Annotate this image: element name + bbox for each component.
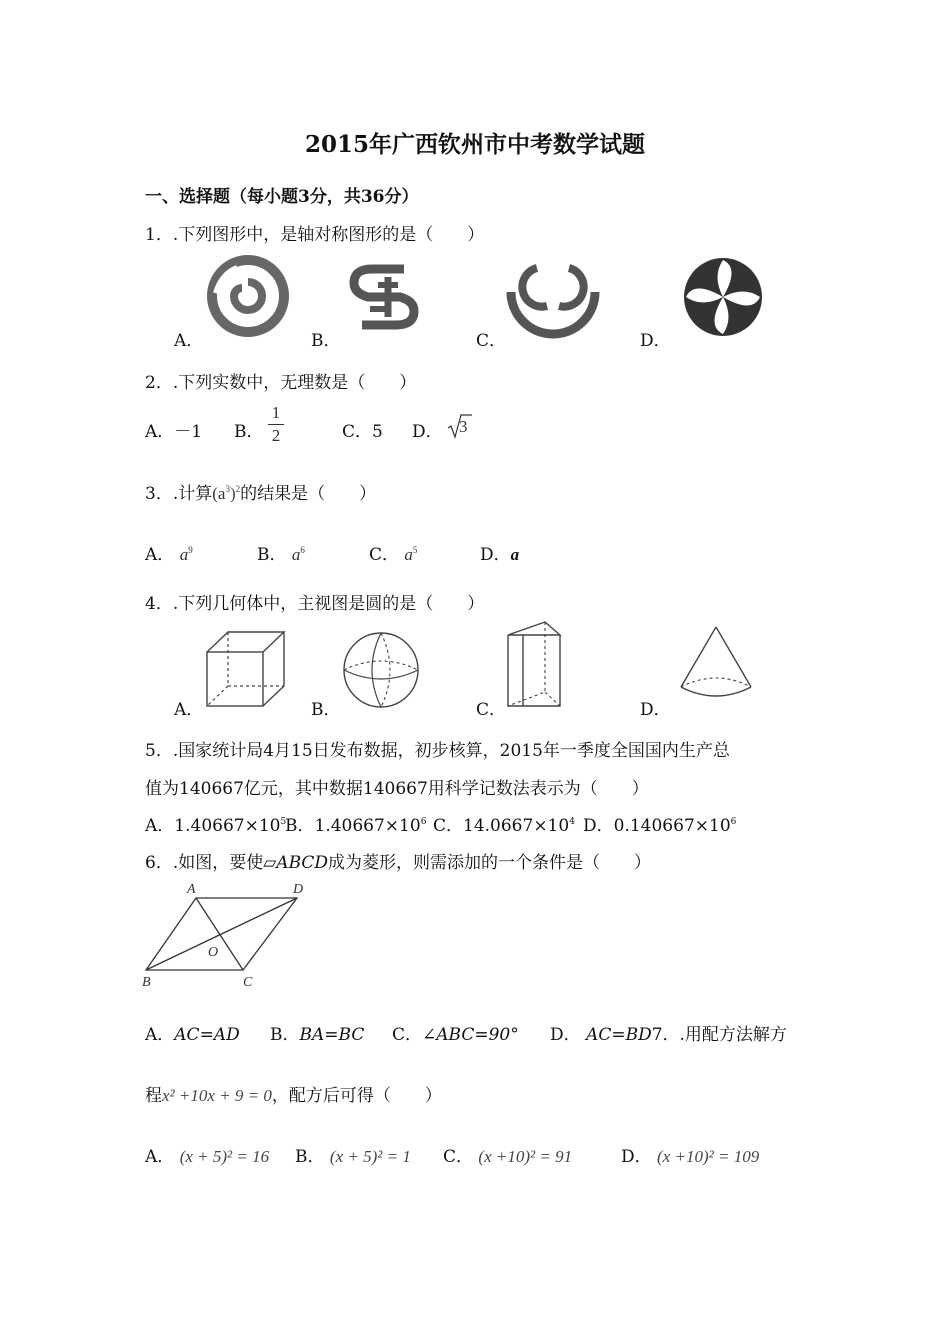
q6-option-d[interactable]: D． AC=BD7．.用配方法解方: [550, 1025, 787, 1045]
q3-option-b[interactable]: B． $a^6$: [257, 545, 305, 565]
q2-option-a[interactable]: A．－1: [145, 422, 203, 442]
triangular-prism-icon: [505, 620, 563, 708]
q3-option-a[interactable]: A． $a^9$: [145, 545, 193, 565]
q3-stem-prefix: 3．.计算: [145, 484, 213, 504]
q7-option-b[interactable]: B． (x + 5)² = 1: [295, 1147, 411, 1167]
q2-fraction: [268, 404, 284, 445]
question-7-line-2: 程x² +10x + 9 = 0，配方后可得（ ）: [145, 1086, 442, 1106]
q7-equation: x² +10x + 9 = 0: [162, 1086, 272, 1105]
spiral-logo-icon: [207, 255, 289, 337]
q7-option-c[interactable]: C． (x +10)² = 91: [443, 1147, 573, 1167]
q4-option-c[interactable]: C．: [476, 700, 507, 720]
q6-option-b[interactable]: B．BA=BC: [270, 1025, 365, 1045]
s-shape-logo-icon: [344, 255, 424, 337]
q5-option-a[interactable]: A．$1.40667\times 10^5$: [145, 816, 287, 836]
q6-option-c[interactable]: C．∠ABC=90°: [392, 1025, 519, 1045]
question-5-line-2: 值为140667亿元，其中数据140667用科学记数法表示为（ ）: [145, 779, 649, 799]
q5-option-b[interactable]: B．$1.40667\times 10^6$: [285, 816, 427, 836]
question-3-stem: [145, 479, 376, 504]
q3-expression: $(a^3)^2$: [212, 484, 241, 503]
center-label-o: O: [208, 945, 219, 960]
q4-option-d[interactable]: D．: [640, 700, 671, 720]
vertex-label-b: B: [142, 975, 151, 990]
arc-cup-logo-icon: [507, 258, 599, 338]
question-2-stem: 2．.下列实数中，无理数是（ ）: [145, 373, 417, 393]
q7-option-d[interactable]: D． (x +10)² = 109: [621, 1147, 760, 1167]
q3-option-d[interactable]: D．a: [480, 545, 520, 565]
q2-radicand: 3: [459, 417, 468, 436]
q5-option-d[interactable]: D．$0.140667\times 10^6$: [583, 816, 737, 836]
q2-option-d[interactable]: D．: [412, 422, 443, 442]
q2-option-b[interactable]: B．: [234, 422, 264, 442]
q6-option-a[interactable]: A．AC=AD: [145, 1025, 240, 1045]
q4-option-a[interactable]: A．: [174, 700, 204, 720]
sphere-icon: [341, 630, 421, 710]
question-6-stem: 6．.如图，要使▱ABCD成为菱形，则需添加的一个条件是（ ）: [145, 853, 652, 873]
q3-stem-suffix: 的结果是（ ）: [240, 484, 377, 504]
vertex-label-a: A: [187, 882, 196, 897]
q4-option-b[interactable]: B．: [311, 700, 341, 720]
cube-icon: [204, 630, 286, 708]
parallelogram-abcd: ▱ABCD: [263, 853, 329, 873]
cone-icon: [678, 625, 754, 697]
question-5-line-1: 5．.国家统计局4月15日发布数据，初步核算，2015年一季度全国国内生产总: [145, 741, 730, 761]
page-title: 2015年广西钦州市中考数学试题: [304, 131, 645, 158]
q3-option-c[interactable]: C． $a^5$: [369, 545, 418, 565]
q1-option-b[interactable]: B．: [311, 331, 341, 351]
q1-option-a[interactable]: A．: [174, 331, 204, 351]
question-1-stem: 1．.下列图形中，是轴对称图形的是（ ）: [145, 225, 485, 245]
question-4-stem: 4．.下列几何体中，主视图是圆的是（ ）: [145, 594, 485, 614]
q7-option-a[interactable]: A． (x + 5)² = 16: [145, 1147, 270, 1167]
q2-option-c[interactable]: C．5: [342, 422, 383, 442]
vertex-label-d: D: [293, 882, 304, 897]
q2-fraction-denominator: 2: [271, 426, 281, 445]
vertex-label-c: C: [243, 975, 253, 990]
section-heading: 一、选择题（每小题3分，共36分）: [145, 187, 419, 207]
q2-fraction-numerator: 1: [271, 403, 281, 422]
q1-option-d[interactable]: D．: [640, 331, 671, 351]
question-7-start: 7．.用配方法解方: [651, 1025, 787, 1045]
parallelogram-figure: [140, 878, 315, 990]
q1-option-c[interactable]: C．: [476, 331, 507, 351]
pinwheel-circle-icon: [682, 256, 764, 338]
q5-option-c[interactable]: C．$14.0667\times 10^4$: [433, 816, 575, 836]
